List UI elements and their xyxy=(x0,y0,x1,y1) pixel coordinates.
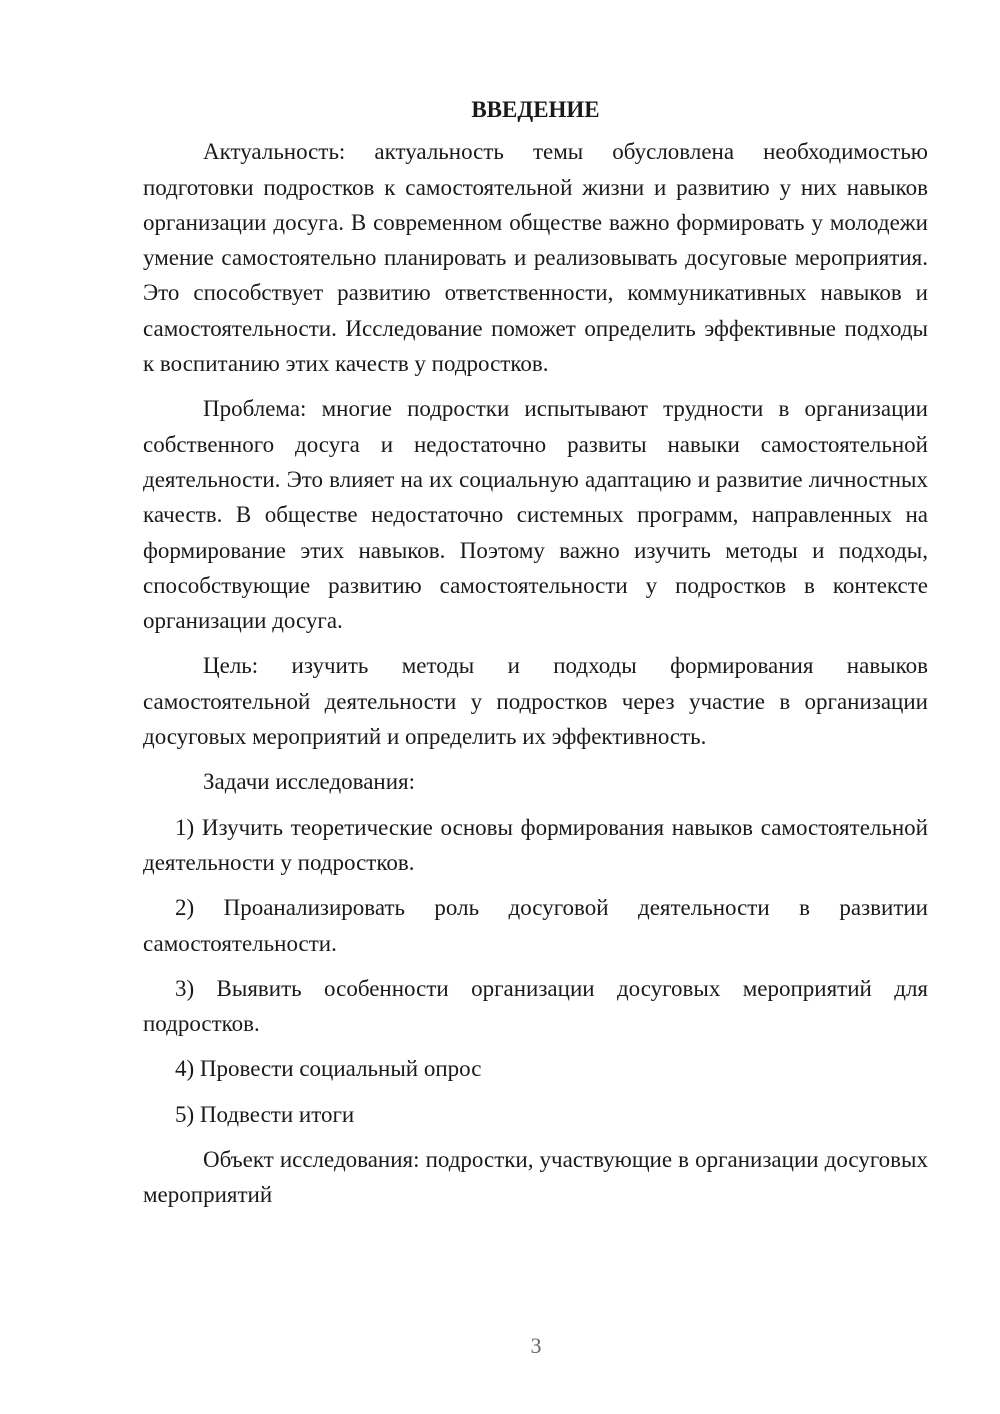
task-item-4: 4) Провести социальный опрос xyxy=(175,1056,482,1082)
section-title: ВВЕДЕНИЕ xyxy=(471,97,600,122)
goal-paragraph: Цель: изучить методы и подходы формирования навыков самостоятельной деятельности у подростков через участие в организации досуговых мероприятий и определить их эффективность. xyxy=(143,653,928,750)
task-item-2: 2) Проанализировать роль досуговой деятельности в развитии самостоятельности. xyxy=(143,895,928,956)
document-page xyxy=(143,92,928,1223)
relevance-paragraph: Актуальность: актуальность темы обусловлена необходимостью подготовки подростков к самостоятельной жизни и развитию у них навыков организации досуга. В современном обществе важно формировать у молодежи умение самостоятельно планировать и реализовывать досуговые мероприятия. Это способствует развитию ответственности, коммуникативных навыков и самостоятельности. Исследование поможет определить эффективные подходы к воспитанию этих качеств у подростков. xyxy=(143,139,928,377)
object-paragraph: Объект исследования: подростки, участвующие в организации досуговых мероприятий xyxy=(143,1147,928,1208)
task-item-1: 1) Изучить теоретические основы формирования навыков самостоятельной деятельности у подростков. xyxy=(143,814,928,875)
problem-paragraph: Проблема: многие подростки испытывают трудности в организации собственного досуга и недостаточно развиты навыки самостоятельной деятельности. Это влияет на их социальную адаптацию и развитие личностных качеств. В обществе недостаточно системных программ, направленных на формирование этих навыков. Поэтому важно изучить методы и подходы, способствующие развитию самостоятельности у подростков в контексте организации досуга. xyxy=(143,396,928,634)
task-item-3: 3) Выявить особенности организации досуговых мероприятий для подростков. xyxy=(143,975,928,1037)
task-item-5: 5) Подвести итоги xyxy=(175,1101,355,1127)
tasks-heading: Задачи исследования: xyxy=(203,769,416,795)
page-number: 3 xyxy=(530,1333,542,1358)
